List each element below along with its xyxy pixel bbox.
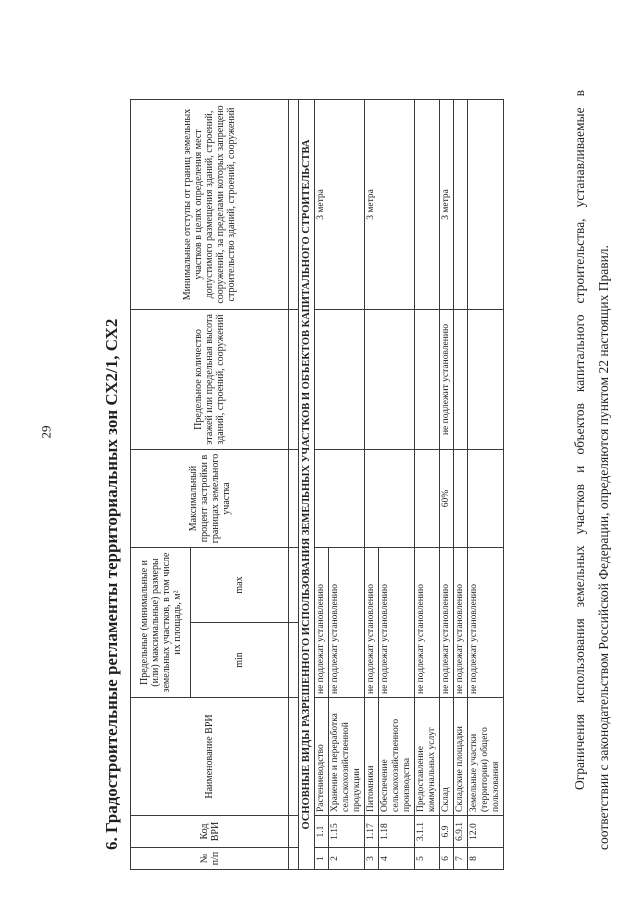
row-setback xyxy=(454,99,468,309)
row-size: не подлежат установлению xyxy=(468,547,504,697)
row-floors xyxy=(365,309,415,449)
row-num: 8 xyxy=(468,848,504,870)
row-name: Складские площадки xyxy=(454,698,468,816)
regulations-table xyxy=(130,99,504,870)
table-row xyxy=(468,99,504,869)
row-percent xyxy=(415,449,440,547)
row-size: не подлежат установлению xyxy=(440,547,454,697)
row-code: 1.18 xyxy=(379,816,415,848)
row-code: 1.17 xyxy=(365,816,379,848)
header-code: Код ВРИ xyxy=(131,816,289,848)
table-spacer-row xyxy=(289,99,299,869)
rotated-page-content xyxy=(90,90,640,890)
header-floors: Предельное количество этажей или предельная высота зданий, строений, сооружений xyxy=(131,309,289,449)
row-setback xyxy=(415,99,440,309)
row-floors xyxy=(454,309,468,449)
row-name: Предоставление коммунальных услуг xyxy=(415,698,440,816)
row-percent xyxy=(315,449,365,547)
row-setback: 3 метра xyxy=(315,99,365,309)
row-size: не подлежат установлению xyxy=(415,547,440,697)
row-name: Склад xyxy=(440,698,454,816)
header-percent: Максимальный процент застройки в границах земельного участка xyxy=(131,449,289,547)
section-row-label: ОСНОВНЫЕ ВИДЫ РАЗРЕШЕННОГО ИСПОЛЬЗОВАНИЯ ЗЕМЕЛЬНЫХ УЧАСТКОВ И ОБЪЕКТОВ КАПИТАЛЬНОГО СТРОИТЕЛЬСТВА xyxy=(299,99,315,869)
row-name: Земельные участки (территории) общего пользования xyxy=(468,698,504,816)
table-row xyxy=(365,99,379,869)
row-percent xyxy=(454,449,468,547)
table-header-row xyxy=(131,99,191,869)
footer-paragraph: Ограничения использования земельных участков и объектов капитального строительства, устанавливаемые в соответствии с законодательством Российской Федерации, определяются пунктом 22 настоящих Правил. xyxy=(572,90,611,850)
row-code: 6.9 xyxy=(440,816,454,848)
row-num: 1 xyxy=(315,848,329,870)
header-name: Наименование ВРИ xyxy=(131,698,289,816)
row-num: 2 xyxy=(329,848,365,870)
row-size: не подлежат установлению xyxy=(379,547,415,697)
row-code: 12.0 xyxy=(468,816,504,848)
table-row xyxy=(440,99,454,869)
section-title: 6. Градостроительные регламенты территориальных зон СХ2/1, СХ2 xyxy=(102,318,121,850)
row-floors xyxy=(415,309,440,449)
row-floors xyxy=(315,309,365,449)
row-num: 5 xyxy=(415,848,440,870)
row-num: 7 xyxy=(454,848,468,870)
row-size: не подлежат установлению xyxy=(329,547,365,697)
page-number: 29 xyxy=(38,425,54,439)
row-percent: 60% xyxy=(440,449,454,547)
header-min: min xyxy=(191,623,289,698)
row-num: 3 xyxy=(365,848,379,870)
table-section-row xyxy=(299,99,315,869)
row-setback: 3 метра xyxy=(440,99,454,309)
row-setback: 3 метра xyxy=(365,99,415,309)
table-row xyxy=(415,99,440,869)
row-floors: не подлежит установлению xyxy=(440,309,454,449)
row-code: 1.1 xyxy=(315,816,329,848)
row-setback xyxy=(468,99,504,309)
row-percent xyxy=(468,449,504,547)
header-setback: Минимальные отступы от границ земельных участков в целях определения мест допустимого размещения зданий, строений, сооружений, за пределами которых запрещено строительство зданий, строений, сооружений xyxy=(131,99,289,309)
row-floors xyxy=(468,309,504,449)
header-size: Предельные (минимальные и (или) максимальные) размеры земельных участков, в том числе их площадь, м² xyxy=(131,547,191,697)
row-name: Обеспечение сельскохозяйственного производства xyxy=(379,698,415,816)
row-code: 3.1.1 xyxy=(415,816,440,848)
row-size: не подлежат установлению xyxy=(315,547,329,697)
header-num: № п/п xyxy=(131,848,289,870)
row-num: 4 xyxy=(379,848,415,870)
row-num: 6 xyxy=(440,848,454,870)
table-row xyxy=(454,99,468,869)
row-code: 6.9.1 xyxy=(454,816,468,848)
row-name: Растениеводство xyxy=(315,698,329,816)
row-percent xyxy=(365,449,415,547)
row-name: Хранение и переработка сельскохозяйственной продукции xyxy=(329,698,365,816)
row-size: не подлежат установлению xyxy=(454,547,468,697)
table-row xyxy=(315,99,329,869)
row-name: Питомники xyxy=(365,698,379,816)
row-size: не подлежат установлению xyxy=(365,547,379,697)
header-max: max xyxy=(191,547,289,622)
row-code: 1.15 xyxy=(329,816,365,848)
